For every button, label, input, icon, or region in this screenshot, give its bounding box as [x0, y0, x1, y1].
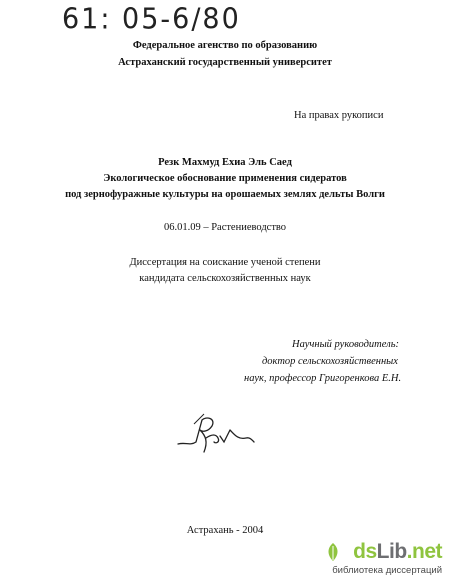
- advisor-name: наук, профессор Григоренкова Е.Н.: [244, 373, 402, 384]
- handwritten-catalog-number: 61: 05-6/80: [62, 3, 241, 36]
- title-line-2: под зернофуражные культуры на орошаемых землях дельты Волги: [65, 189, 385, 200]
- advisor-degree: доктор сельскохозяйственных: [262, 356, 398, 367]
- rights-note: На правах рукописи: [294, 110, 384, 121]
- degree-line-2: кандидата сельскохозяйственных наук: [139, 273, 311, 284]
- watermark-brand: dsLib.net: [353, 540, 442, 563]
- watermark-subtitle: библиотека диссертаций: [332, 565, 442, 576]
- author-name: Резк Махмуд Ехиа Эль Саед: [158, 157, 292, 168]
- place-year: Астрахань - 2004: [186, 525, 264, 536]
- advisor-label: Научный руководитель:: [292, 339, 400, 350]
- specialty: 06.01.09 – Растениеводство: [163, 222, 287, 233]
- leaf-logo-icon: [326, 542, 340, 567]
- degree-line-1: Диссертация на соискание ученой степени: [129, 257, 321, 268]
- signature: [176, 412, 256, 461]
- title-line-1: Экологическое обоснование применения сидератов: [103, 173, 347, 184]
- agency-name: Федеральное агенство по образованию: [132, 40, 318, 51]
- university-name: Астраханский государственный университет: [118, 57, 332, 68]
- watermark: [326, 540, 444, 578]
